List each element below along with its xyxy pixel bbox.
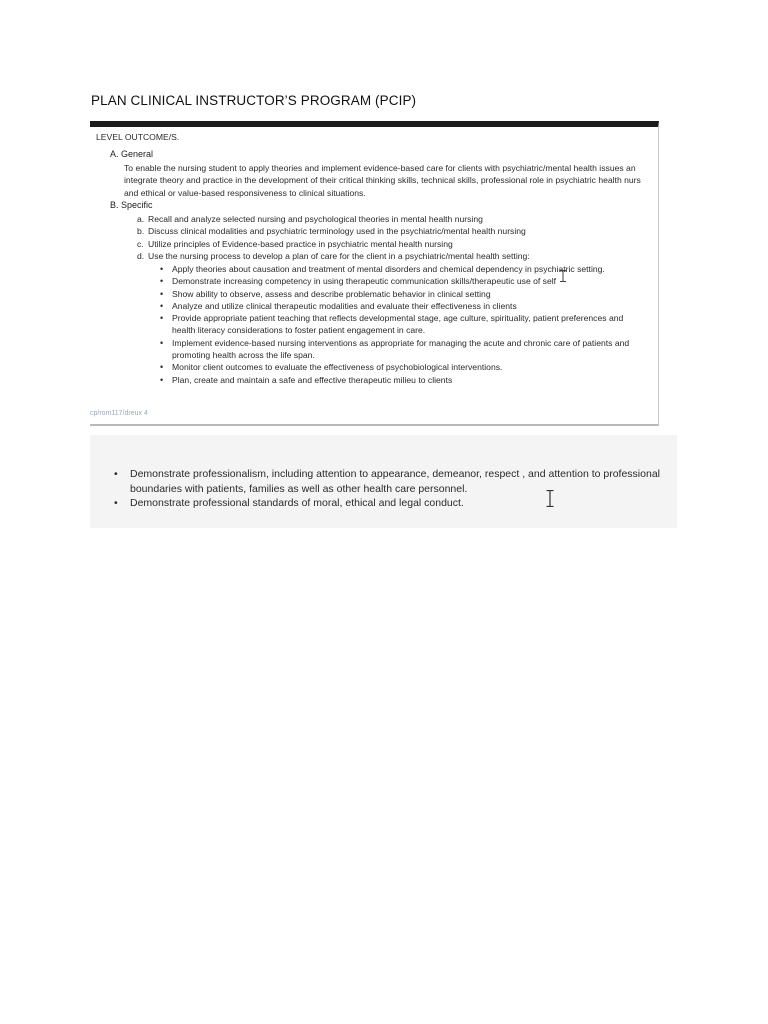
page-title: PLAN CLINICAL INSTRUCTOR’S PROGRAM (PCIP): [91, 93, 417, 108]
bullet-item: [160, 288, 629, 300]
list-item-text: Use the nursing process to develop a plan of care for the client in a psychiatric/mental health setting:: [148, 250, 530, 261]
bullet-item: [160, 312, 629, 337]
bullet-text: promoting health across the life span.: [172, 350, 315, 361]
bullet-text: Apply theories about causation and treatment of mental disorders and chemical dependency in psychiatric setting.: [172, 264, 605, 274]
bullet-item: [160, 337, 629, 362]
bullet-text: health literacy considerations to foster patient engagement in care.: [172, 325, 426, 336]
level-outcome-heading: LEVEL OUTCOME/S.: [96, 132, 180, 142]
general-line: and ethical or value-based responsiveness to clinical situations.: [124, 187, 366, 198]
list-marker: c.: [137, 238, 144, 249]
bullet-text: Provide appropriate patient teaching that reflects developmental stage, age culture, spirituality, patient preferences and: [172, 313, 624, 324]
bullet-icon: •: [160, 313, 164, 324]
bullet-item: [114, 467, 660, 496]
bullet-text: Demonstrate professionalism, including attention to appearance, demeanor, respect , and attention to professional: [130, 468, 660, 480]
bullet-text: boundaries with patients, families as well as other health care personnel.: [130, 482, 468, 495]
bullet-icon: •: [160, 300, 164, 311]
bullet-icon: •: [160, 276, 164, 287]
bullet-text: Monitor client outcomes to evaluate the effectiveness of psychobiological interventions.: [172, 362, 503, 373]
general-line: To enable the nursing student to apply theories and implement evidence-based care for clients with psychiatric/mental health issues an: [124, 163, 636, 173]
specific-label: B. Specific: [110, 200, 153, 210]
bullet-icon: •: [160, 362, 164, 373]
bullet-text: Demonstrate increasing competency in using therapeutic communication skills/therapeutic use of self: [172, 276, 557, 287]
list-marker: d.: [137, 250, 145, 261]
list-marker: b.: [137, 226, 145, 237]
bullet-item: [160, 374, 629, 386]
general-label: A. General: [110, 149, 154, 159]
bullet-icon: •: [160, 374, 164, 385]
text-cursor-icon: [545, 490, 555, 507]
level-outcomes-screenshot: [90, 121, 659, 426]
list-marker: a.: [137, 214, 145, 224]
general-line: integrate theory and practice in the development of their critical thinking skills, technical skills, professional role in psychiatric health nurs: [124, 175, 641, 186]
bullet-icon: •: [160, 264, 164, 274]
list-item: [137, 213, 530, 225]
bullet-item: [114, 496, 464, 511]
list-item: [137, 250, 530, 262]
bullet-icon: •: [114, 468, 118, 480]
bullet-icon: •: [160, 337, 164, 348]
bullet-icon: •: [114, 497, 118, 509]
bullet-text: Implement evidence-based nursing interventions as appropriate for managing the acute and chronic care of patients and: [172, 337, 630, 348]
bullet-icon: •: [160, 288, 164, 299]
professionalism-screenshot: [90, 435, 677, 528]
general-text: [124, 162, 641, 199]
list-item-text: Recall and analyze selected nursing and psychological theories in mental health nursing: [148, 214, 483, 224]
list-item-text: Discuss clinical modalities and psychiatric terminology used in the psychiatric/mental health nursing: [148, 226, 526, 237]
bullet-text: Plan, create and maintain a safe and effective therapeutic milieu to clients: [172, 374, 453, 385]
list-item: [137, 225, 530, 237]
specific-list: [137, 213, 530, 262]
bullet-text: Show ability to observe, assess and describe problematic behavior in clinical setting: [172, 288, 491, 299]
list-item: [137, 238, 530, 250]
bullet-text: Demonstrate professional standards of moral, ethical and legal conduct.: [130, 497, 464, 509]
bullet-text: Analyze and utilize clinical therapeutic modalities and evaluate their effectiveness in clients: [172, 300, 517, 311]
footer-url: cp/rom117/dreux 4: [90, 410, 148, 417]
bullet-item: [160, 361, 629, 373]
list-item-text: Utilize principles of Evidence-based practice in psychiatric mental health nursing: [148, 238, 453, 249]
bullet-item: [160, 300, 629, 312]
text-cursor-icon: [559, 270, 567, 282]
